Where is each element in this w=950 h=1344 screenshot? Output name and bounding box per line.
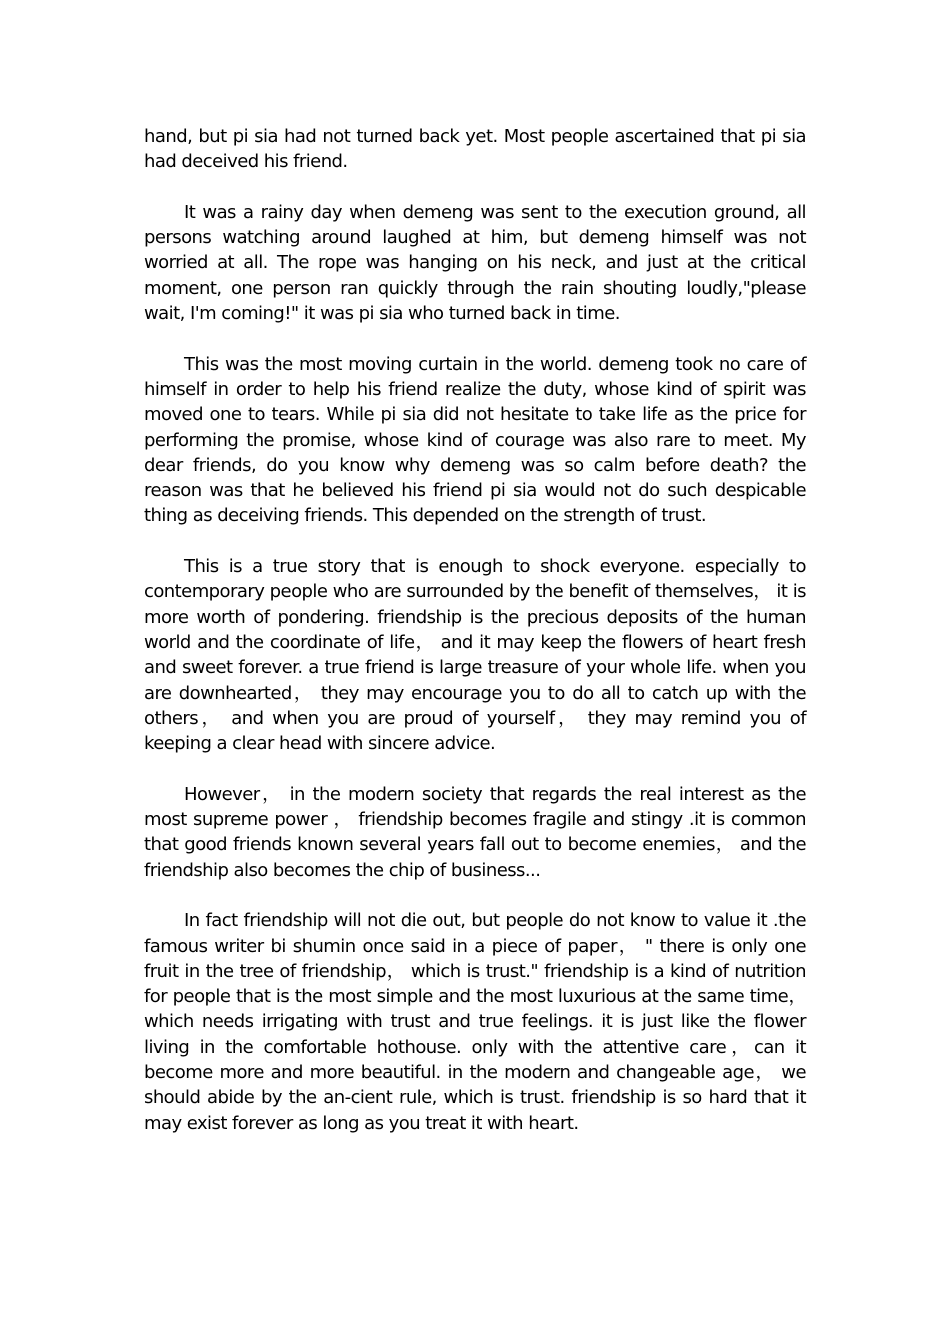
paragraph-true-story: This is a true story that is enough to shock everyone. especially to contemporary people who are surrounded by the benefit of themselves， it is more worth of pondering. friendship is the precious deposits of the human world and the coordinate of life， and it may keep the flowers of heart fresh and sweet forever. a true friend is large treasure of your whole life. when you are downhearted， they may encourage you to do all to catch up with the others， and when you are proud of yourself， they may remind you of keeping a clear head with sincere advice. <box>144 556 806 755</box>
paragraph-conclusion: In fact friendship will not die out, but people do not know to value it .the famous writer bi shumin once said in a piece of paper， " there is only one fruit in the tree of friendship， which is trust." friendship is a kind of nutrition for people that is the most simple and the most luxurious at the same time， which needs irrigating with trust and true feelings. it is just like the flower living in the comfortable hothouse. only with the attentive care，can it become more and more beautiful. in the modern and changeable age， we should abide by the an-cient rule, which is trust. friendship is so hard that it may exist forever as long as you treat it with heart. <box>144 910 806 1134</box>
paragraph-continuation: hand, but pi sia had not turned back yet. Most people ascertained that pi sia had deceived his friend. <box>144 126 806 173</box>
paragraph-execution: It was a rainy day when demeng was sent to the execution ground, all persons watching around laughed at him, but demeng himself was not worried at all. The rope was hanging on his neck, and just at the critical moment, one person ran quickly through the rain shouting loudly,"please wait, I'm coming!" it was pi sia who turned back in time. <box>144 201 806 325</box>
paragraph-modern-society: However， in the modern society that regards the real interest as the most supreme power ， friendship becomes fragile and stingy .it is common that good friends known several years fall out to become enemies， and the friendship also becomes the chip of business... <box>144 783 806 881</box>
document-page <box>144 124 806 1161</box>
paragraph-moving-curtain: This was the most moving curtain in the world. demeng took no care of himself in order to help his friend realize the duty, whose kind of spirit was moved one to tears. While pi sia did not hesitate to take life as the price for performing the promise, whose kind of courage was also rare to meet. My dear friends, do you know why demeng was so calm before death? the reason was that he believed his friend pi sia would not do such despicable thing as deceiving friends. This depended on the strength of trust. <box>144 353 806 527</box>
